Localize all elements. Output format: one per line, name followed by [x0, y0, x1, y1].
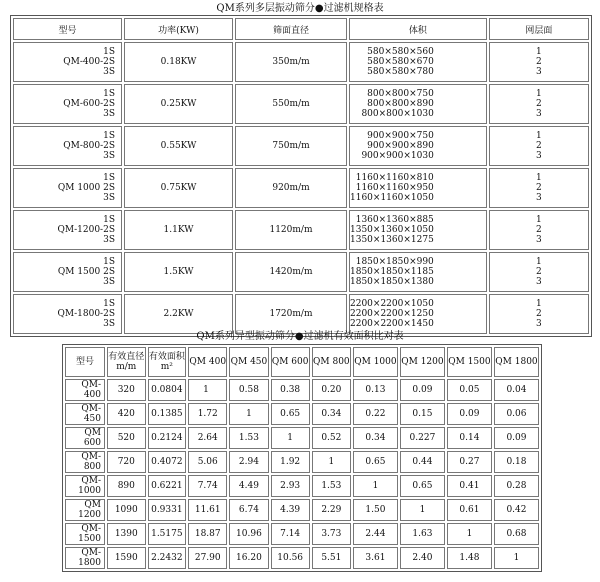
volume-line: 1360×1360×885	[355, 215, 434, 225]
compare-value-cell: 0.15	[400, 403, 445, 425]
layer-line: 2	[536, 141, 542, 151]
compare-row	[65, 451, 539, 473]
volume-cell	[349, 294, 487, 334]
compare-value-cell: 1.72	[188, 403, 227, 425]
volume-line: 1850×1850×1185	[350, 267, 434, 277]
compare-header-cell	[494, 347, 539, 377]
layer-line: 3	[536, 67, 542, 77]
model-cell	[13, 42, 122, 82]
compare-value-cell: 3.61	[353, 547, 398, 569]
model-cell	[13, 126, 122, 166]
compare-value-cell: 1	[447, 523, 492, 545]
compare-value-cell: 0.20	[312, 379, 351, 401]
compare-value-cell: 7.14	[271, 523, 310, 545]
compare-model-cell: QM-800	[65, 451, 105, 473]
compare-value-cell: 0.27	[447, 451, 492, 473]
layer-line: 2	[536, 225, 542, 235]
compare-value-cell: 0.34	[312, 403, 351, 425]
model-line: QM-600-2S	[63, 99, 115, 109]
compare-value-cell: 0.227	[400, 427, 445, 449]
layers-cell	[489, 84, 589, 124]
compare-value-cell: 2.40	[400, 547, 445, 569]
compare-value-cell: 7.74	[188, 475, 227, 497]
compare-value-cell: 0.65	[353, 451, 398, 473]
volume-line: 1850×1850×990	[355, 257, 434, 267]
compare-value-cell: 0.2124	[148, 427, 187, 449]
compare-value-cell: 0.42	[494, 499, 539, 521]
compare-row	[65, 427, 539, 449]
spec-row	[13, 252, 589, 292]
header-volume: 体积	[349, 18, 487, 40]
compare-table	[62, 344, 542, 572]
compare-value-cell: 27.90	[188, 547, 227, 569]
compare-value-cell: 0.4072	[148, 451, 187, 473]
compare-model-cell: QM-450	[65, 403, 105, 425]
compare-row	[65, 499, 539, 521]
compare-value-cell: 4.49	[229, 475, 268, 497]
compare-table-title: QM系列异型振动筛分●过滤机有效面积比对表	[196, 331, 404, 342]
compare-value-cell: 5.51	[312, 547, 351, 569]
compare-value-cell: 0.14	[447, 427, 492, 449]
compare-value-cell: 0.13	[353, 379, 398, 401]
compare-value-cell: 1	[400, 499, 445, 521]
compare-value-cell: 1.48	[447, 547, 492, 569]
spec-header-row	[13, 18, 589, 40]
model-cell	[13, 168, 122, 208]
layer-line: 3	[536, 151, 542, 161]
compare-row	[65, 403, 539, 425]
spec-row	[13, 126, 589, 166]
mesh-diameter-cell: 350m/m	[235, 42, 347, 82]
compare-value-cell: 3.73	[312, 523, 351, 545]
compare-value-cell: 0.05	[447, 379, 492, 401]
spec-row	[13, 84, 589, 124]
volume-line: 1350×1360×1275	[350, 235, 434, 245]
compare-value-cell: 0.6221	[148, 475, 187, 497]
compare-value-cell: 0.68	[494, 523, 539, 545]
compare-header-label: QM 600	[271, 357, 309, 367]
compare-value-cell: 890	[107, 475, 146, 497]
compare-value-cell: 18.87	[188, 523, 227, 545]
compare-model-cell: QM-1000	[65, 475, 105, 497]
compare-header-unit: m²	[160, 362, 173, 372]
compare-value-cell: 1	[494, 547, 539, 569]
compare-value-cell: 0.34	[353, 427, 398, 449]
compare-value-cell: 520	[107, 427, 146, 449]
compare-value-cell: 2.2432	[148, 547, 187, 569]
model-line: 3S	[103, 319, 115, 329]
volume-cell	[349, 252, 487, 292]
model-line: QM-800-2S	[63, 141, 115, 151]
compare-value-cell: 1	[312, 451, 351, 473]
header-power: 功率(KW)	[124, 18, 233, 40]
layers-cell	[489, 42, 589, 82]
volume-line: 1350×1360×1050	[350, 225, 434, 235]
compare-value-cell: 0.41	[447, 475, 492, 497]
compare-value-cell: 320	[107, 379, 146, 401]
compare-value-cell: 0.09	[400, 379, 445, 401]
layer-line: 3	[536, 109, 542, 119]
compare-header-label: QM 1800	[495, 357, 538, 367]
compare-row	[65, 379, 539, 401]
layer-line: 1	[536, 89, 542, 99]
volume-cell	[349, 42, 487, 82]
compare-value-cell: 1.92	[271, 451, 310, 473]
layers-cell	[489, 168, 589, 208]
model-line: QM-1200-2S	[57, 225, 115, 235]
compare-row	[65, 547, 539, 569]
model-line: 1S	[103, 47, 115, 57]
compare-value-cell: 0.04	[494, 379, 539, 401]
mesh-diameter-cell: 1720m/m	[235, 294, 347, 334]
model-line: 3S	[103, 109, 115, 119]
model-line: 1S	[103, 131, 115, 141]
compare-value-cell: 0.9331	[148, 499, 187, 521]
compare-header-row	[65, 347, 539, 377]
compare-value-cell: 0.18	[494, 451, 539, 473]
compare-header-label: 有效面积	[148, 352, 185, 362]
power-cell: 0.75KW	[124, 168, 233, 208]
compare-value-cell: 1	[229, 403, 268, 425]
model-cell	[13, 210, 122, 250]
compare-header-label: QM 450	[230, 357, 268, 367]
compare-value-cell: 2.44	[353, 523, 398, 545]
volume-line: 800×800×1030	[361, 109, 434, 119]
compare-value-cell: 1	[353, 475, 398, 497]
header-model: 型号	[13, 18, 122, 40]
layer-line: 2	[536, 267, 542, 277]
spec-table	[10, 15, 592, 337]
layer-line: 2	[536, 57, 542, 67]
compare-value-cell: 2.93	[271, 475, 310, 497]
layer-line: 3	[536, 235, 542, 245]
compare-value-cell: 10.96	[229, 523, 268, 545]
mesh-diameter-cell: 1420m/m	[235, 252, 347, 292]
compare-row	[65, 523, 539, 545]
power-cell: 1.5KW	[124, 252, 233, 292]
layer-line: 1	[536, 173, 542, 183]
mesh-diameter-cell: 750m/m	[235, 126, 347, 166]
compare-value-cell: 1390	[107, 523, 146, 545]
volume-line: 900×900×890	[367, 141, 434, 151]
spec-row	[13, 168, 589, 208]
volume-cell	[349, 126, 487, 166]
model-line: 1S	[103, 257, 115, 267]
volume-line: 2200×2200×1450	[350, 319, 434, 329]
model-cell	[13, 84, 122, 124]
layer-line: 3	[536, 319, 542, 329]
model-line: 3S	[103, 67, 115, 77]
compare-header-label: QM 1000	[354, 357, 397, 367]
layers-cell	[489, 294, 589, 334]
mesh-diameter-cell: 920m/m	[235, 168, 347, 208]
volume-line: 580×580×780	[367, 67, 434, 77]
compare-value-cell: 1.50	[353, 499, 398, 521]
compare-value-cell: 4.39	[271, 499, 310, 521]
model-line: 3S	[103, 193, 115, 203]
compare-model-cell: QM-400	[65, 379, 105, 401]
volume-line: 900×900×750	[367, 131, 434, 141]
compare-value-cell: 5.06	[188, 451, 227, 473]
layer-line: 1	[536, 131, 542, 141]
compare-model-cell: QM 600	[65, 427, 105, 449]
compare-row	[65, 475, 539, 497]
model-line: 1S	[103, 89, 115, 99]
layer-line: 2	[536, 183, 542, 193]
compare-value-cell: 0.65	[400, 475, 445, 497]
model-line: 3S	[103, 151, 115, 161]
compare-header-cell	[400, 347, 445, 377]
layers-cell	[489, 210, 589, 250]
compare-header-cell	[65, 347, 105, 377]
mesh-diameter-cell: 550m/m	[235, 84, 347, 124]
volume-line: 1160×1160×950	[355, 183, 434, 193]
model-line: QM 1000 2S	[57, 183, 115, 193]
volume-line: 1160×1160×810	[355, 173, 434, 183]
compare-value-cell: 1.53	[229, 427, 268, 449]
compare-header-cell	[148, 347, 187, 377]
volume-line: 580×580×670	[367, 57, 434, 67]
compare-value-cell: 0.22	[353, 403, 398, 425]
compare-value-cell: 0.09	[494, 427, 539, 449]
compare-header-label: 型号	[75, 357, 94, 367]
compare-value-cell: 0.06	[494, 403, 539, 425]
compare-value-cell: 2.29	[312, 499, 351, 521]
volume-line: 800×800×750	[367, 89, 434, 99]
compare-header-cell	[447, 347, 492, 377]
layer-line: 1	[536, 215, 542, 225]
model-line: 1S	[103, 215, 115, 225]
power-cell: 1.1KW	[124, 210, 233, 250]
layer-line: 1	[536, 257, 542, 267]
compare-value-cell: 0.58	[229, 379, 268, 401]
compare-header-cell	[271, 347, 310, 377]
compare-value-cell: 0.52	[312, 427, 351, 449]
spec-row	[13, 210, 589, 250]
compare-value-cell: 720	[107, 451, 146, 473]
layers-cell	[489, 126, 589, 166]
layer-line: 2	[536, 309, 542, 319]
compare-header-label: QM 1500	[448, 357, 491, 367]
compare-value-cell: 0.44	[400, 451, 445, 473]
power-cell: 2.2KW	[124, 294, 233, 334]
volume-line: 2200×2200×1250	[350, 309, 434, 319]
volume-cell	[349, 210, 487, 250]
volume-line: 800×800×890	[367, 99, 434, 109]
compare-header-cell	[229, 347, 268, 377]
compare-header-label: QM 800	[313, 357, 350, 367]
volume-line: 2200×2200×1050	[350, 299, 434, 309]
volume-line: 1850×1850×1380	[350, 277, 434, 287]
volume-cell	[349, 168, 487, 208]
compare-value-cell: 0.28	[494, 475, 539, 497]
compare-value-cell: 0.1385	[148, 403, 187, 425]
compare-value-cell: 16.20	[229, 547, 268, 569]
volume-line: 1160×1160×1050	[350, 193, 434, 203]
spec-row	[13, 294, 589, 334]
compare-value-cell: 0.61	[447, 499, 492, 521]
model-line: QM-1800-2S	[57, 309, 115, 319]
model-line: 1S	[103, 299, 115, 309]
compare-value-cell: 1.5175	[148, 523, 187, 545]
compare-value-cell: 0.65	[271, 403, 310, 425]
compare-header-label: QM 1200	[401, 357, 444, 367]
header-mesh-diameter: 筛面直径	[235, 18, 347, 40]
compare-value-cell: 0.38	[271, 379, 310, 401]
compare-model-cell: QM-1500	[65, 523, 105, 545]
compare-model-cell: QM-1800	[65, 547, 105, 569]
power-cell: 0.25KW	[124, 84, 233, 124]
compare-header-cell	[188, 347, 227, 377]
compare-header-label: 有效直径	[108, 352, 145, 362]
model-line: 1S	[103, 173, 115, 183]
compare-header-cell	[312, 347, 351, 377]
compare-value-cell: 1	[271, 427, 310, 449]
compare-value-cell: 420	[107, 403, 146, 425]
compare-value-cell: 2.64	[188, 427, 227, 449]
compare-value-cell: 0.0804	[148, 379, 187, 401]
power-cell: 0.18KW	[124, 42, 233, 82]
compare-value-cell: 1090	[107, 499, 146, 521]
layer-line: 1	[536, 299, 542, 309]
compare-header-label: QM 400	[189, 357, 227, 367]
layer-line: 3	[536, 193, 542, 203]
model-line: QM-400-2S	[63, 57, 115, 67]
compare-value-cell: 11.61	[188, 499, 227, 521]
layer-line: 2	[536, 99, 542, 109]
compare-header-cell	[353, 347, 398, 377]
header-layers: 网层面	[489, 18, 589, 40]
power-cell: 0.55KW	[124, 126, 233, 166]
compare-value-cell: 1.63	[400, 523, 445, 545]
compare-model-cell: QM 1200	[65, 499, 105, 521]
model-line: QM 1500 2S	[57, 267, 115, 277]
compare-value-cell: 10.56	[271, 547, 310, 569]
model-line: 3S	[103, 235, 115, 245]
model-cell	[13, 252, 122, 292]
model-cell	[13, 294, 122, 334]
mesh-diameter-cell: 1120m/m	[235, 210, 347, 250]
compare-value-cell: 2.94	[229, 451, 268, 473]
compare-value-cell: 1	[188, 379, 227, 401]
compare-header-unit: m/m	[116, 362, 137, 372]
volume-line: 580×580×560	[367, 47, 434, 57]
spec-row	[13, 42, 589, 82]
layer-line: 1	[536, 47, 542, 57]
compare-value-cell: 0.09	[447, 403, 492, 425]
volume-line: 900×900×1030	[361, 151, 434, 161]
compare-value-cell: 1590	[107, 547, 146, 569]
compare-header-cell	[107, 347, 146, 377]
volume-cell	[349, 84, 487, 124]
spec-table-title: QM系列多层振动筛分●过滤机规格表	[216, 3, 384, 14]
compare-value-cell: 6.74	[229, 499, 268, 521]
layer-line: 3	[536, 277, 542, 287]
compare-value-cell: 1.53	[312, 475, 351, 497]
layers-cell	[489, 252, 589, 292]
model-line: 3S	[103, 277, 115, 287]
